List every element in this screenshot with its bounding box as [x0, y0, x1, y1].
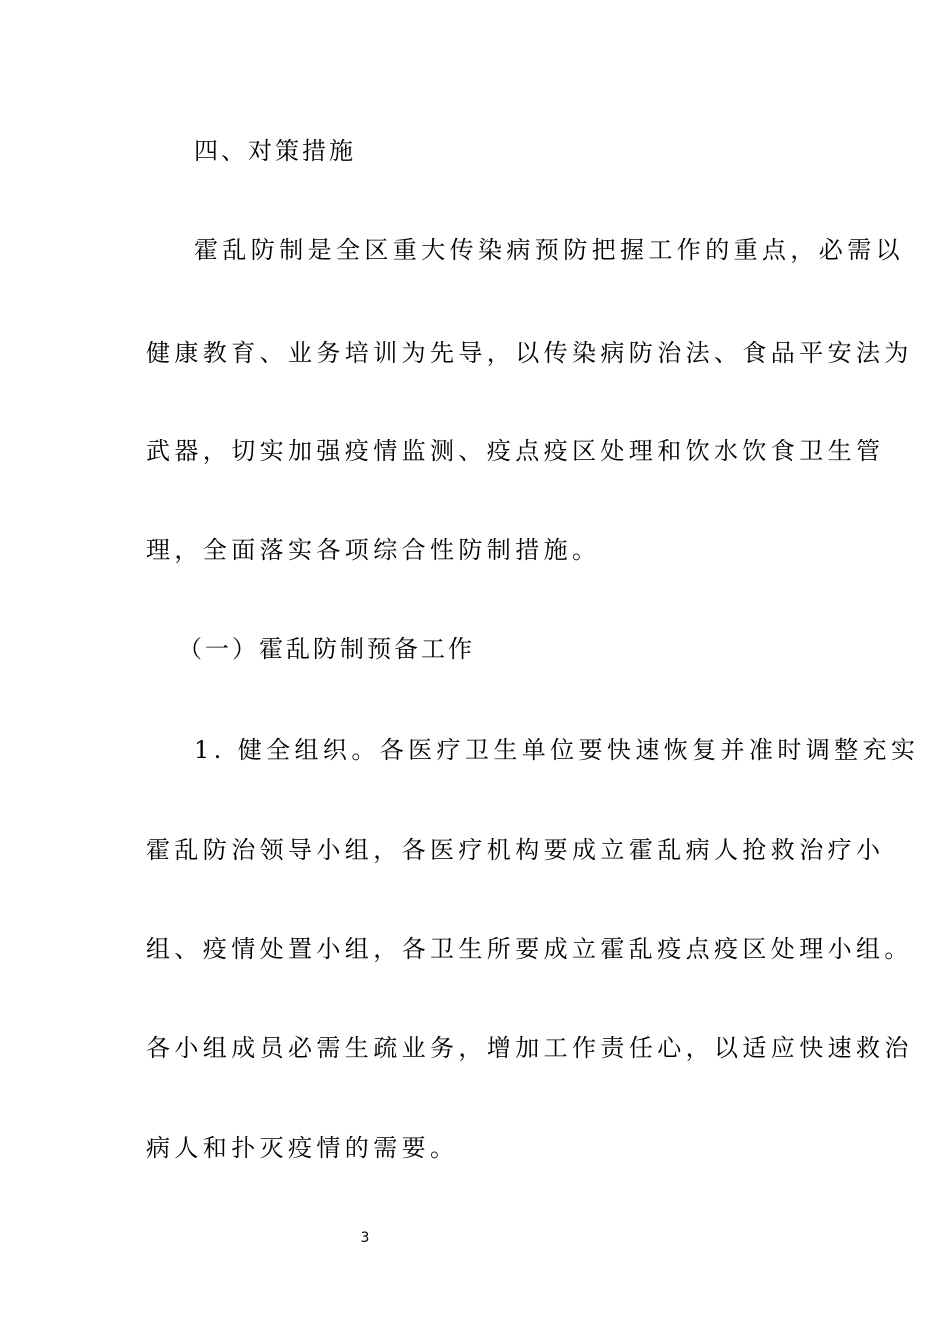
paragraph-line: 武器，切实加强疫情监测、疫点疫区处理和饮水饮食卫生管	[146, 437, 885, 465]
paragraph-line: 理，全面落实各项综合性防制措施。	[146, 536, 601, 564]
subheading: （一）霍乱防制预备工作	[178, 635, 475, 663]
paragraph-line: 1. 健全组织。各医疗卫生单位要快速恢复并准时调整充实	[194, 736, 920, 764]
paragraph-line: 霍乱防制是全区重大传染病预防把握工作的重点，必需以	[194, 236, 904, 264]
paragraph-line: 健康教育、业务培训为先导，以传染病防治法、食品平安法为	[146, 339, 913, 367]
page-number: 3	[360, 1230, 370, 1246]
paragraph-line: 各小组成员必需生疏业务，增加工作责任心，以适应快速救治	[146, 1034, 913, 1062]
paragraph-line: 病人和扑灭疫情的需要。	[146, 1134, 459, 1162]
paragraph-line: 组、疫情处置小组，各卫生所要成立霍乱疫点疫区处理小组。	[146, 935, 913, 963]
paragraph-line: 霍乱防治领导小组，各医疗机构要成立霍乱病人抢救治疗小	[146, 836, 885, 864]
section-heading: 四、对策措施	[194, 137, 356, 165]
